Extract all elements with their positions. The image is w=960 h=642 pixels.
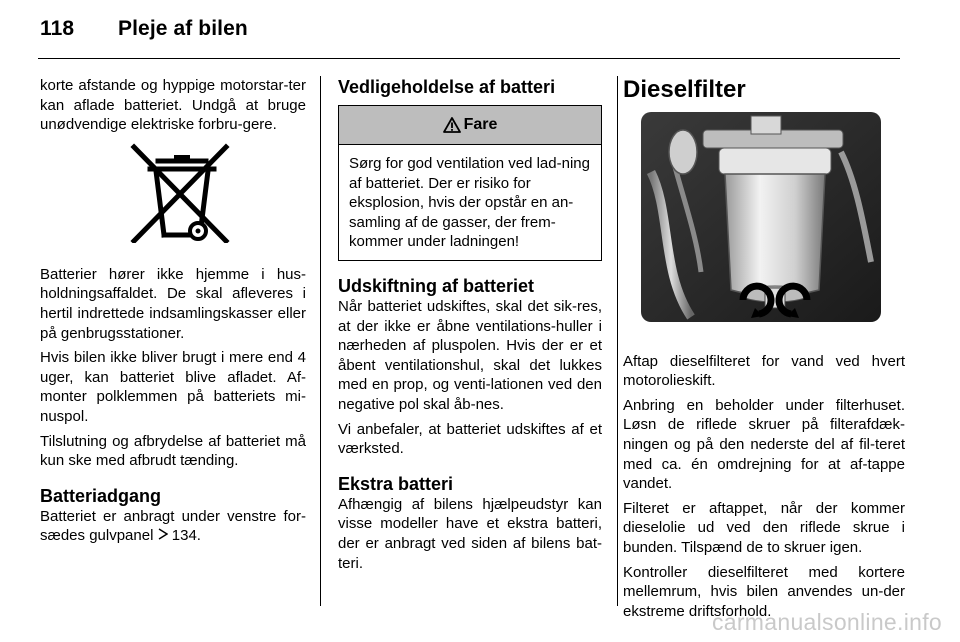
page-reference-arrow-icon [158,528,168,540]
paragraph-replacement: Når batteriet udskiftes, skal det sik-res, at der ikke er åbne ventilations-huller i nærheden af pluspolen. Hvis der er et åbent ventilationshul, skal det lukkes med en prop, og venti-lationen ved den negative pol skal åb-nes. [338,297,602,413]
paragraph-ignition: Tilslutning og afbrydelse af batteriet må kun ske med afbrudt tænding. [40,432,306,470]
column-3 [623,76,905,626]
page-title: Pleje af bilen [118,17,248,40]
column-divider-1 [320,76,321,606]
heading-battery-replacement: Udskiftning af batteriet [338,275,535,296]
warning-triangle-icon [443,117,461,133]
crossed-out-wheelie-bin-icon [128,141,232,243]
paragraph-storage: Hvis bilen ikke bliver brugt i mere end 4 uger, kan batteriet blive afladet. Af-monter polklemmen på batteriets mi-nuspol. [40,349,306,425]
column-1 [40,76,306,551]
column-2 [338,76,602,578]
paragraph-drain: Aftap dieselfilteret for vand ved hvert motorolieskift. [623,352,905,390]
page-reference-link[interactable]: 134. [171,527,201,545]
page-number: 118 [40,17,75,40]
battery-access-text: Batteriet er anbragt under venstre for-sædes gulvpanel [40,507,306,545]
warning-title: Fare [463,116,498,134]
page-header [40,17,248,41]
crossed-bin-figure [54,141,306,243]
heading-extra-battery: Ekstra batteri [338,473,454,494]
intro-paragraph: korte afstande og hyppige motorstar-ter kan aflade batteriet. Undgå at bruge unødvendige elektriske forbru-gere. [40,77,306,134]
paragraph-extra-battery: Afhængig af bilens hjælpeudstyr kan visse modeller have et ekstra batteri, der er anbragt ved siden af bilens bat-teri. [338,495,602,572]
header-divider [38,58,900,59]
paragraph-workshop: Vi anbefaler, at batteriet udskiftes af et værksted. [338,420,602,458]
paragraph-drained: Filteret er aftappet, når der kommer dieselolie ud ved den riflede skrue i bunden. Tilspænd de to skruer igen. [623,499,905,556]
warning-box [338,105,602,261]
paragraph-disposal: Batterier hører ikke hjemme i hus-holdningsaffaldet. De skal afleveres i hertil indrettede indsamlingskasser eller på genbrugsstationer. [40,265,306,342]
diesel-filter-illustration [641,112,905,328]
heading-diesel-filter: Dieselfilter [623,76,746,103]
paragraph-battery-access [40,507,306,546]
column-divider-2 [617,76,618,606]
paragraph-inspection: Kontroller dieselfilteret med kortere mellemrum, hvis bilen anvendes un-der ekstreme driftsforhold. [623,563,905,620]
warning-text: Sørg for god ventilation ved lad-ning af batteriet. Der er risiko for eksplosion, hvis der opstår en an-samling af de gasser, der frem-kommer under ladningen! [349,155,590,251]
warning-header [339,106,601,145]
heading-battery-maintenance: Vedligeholdelse af batteri [338,77,556,97]
heading-battery-access: Batteriadgang [40,485,162,506]
watermark: carmanualsonline.info [711,609,942,635]
paragraph-container: Anbring en beholder under filterhuset. Løsn de riflede skruer på filterafdæk-ningen og på den nederste del af fil-teret med ca. én omdrejning for at af-tappe vandet. [623,396,905,493]
